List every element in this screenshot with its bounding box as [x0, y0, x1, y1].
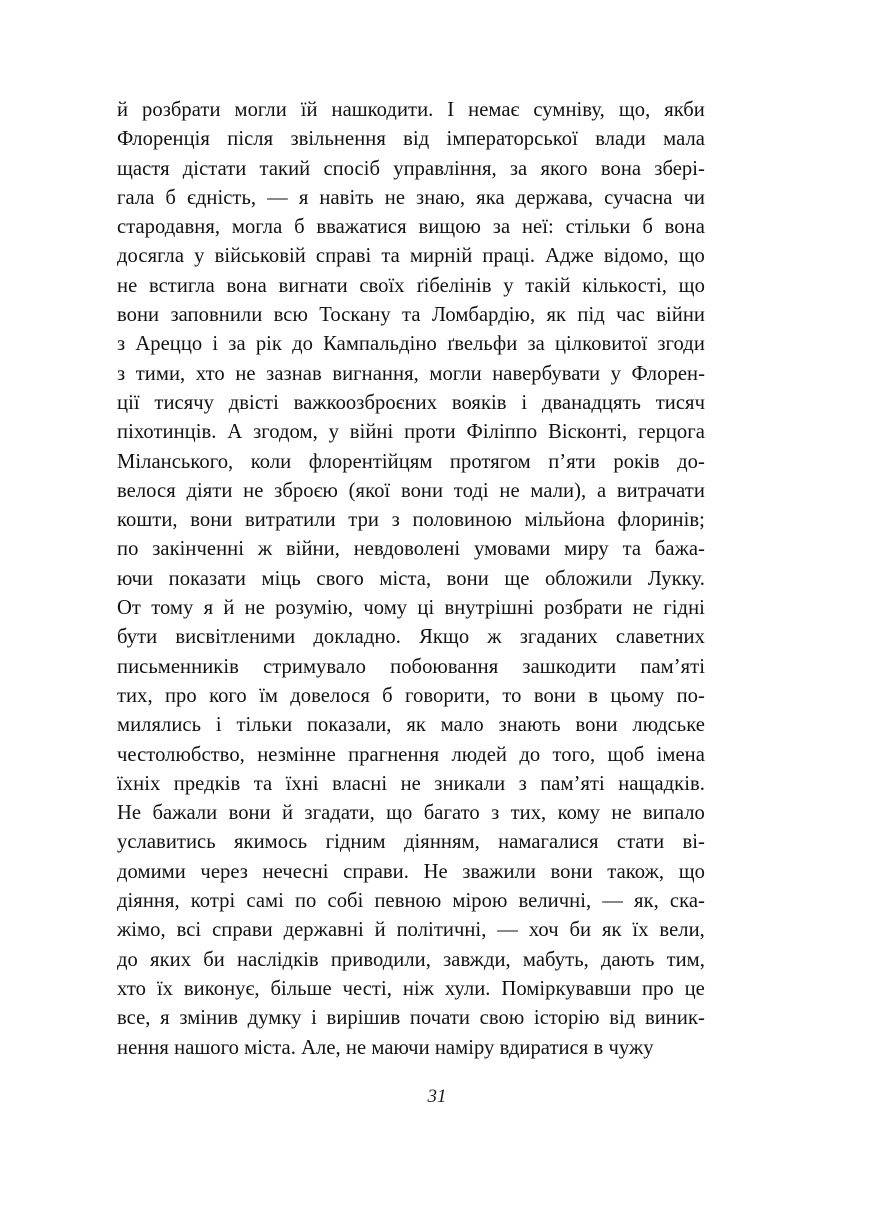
text-line: з тими, хто не зазнав вигнання, могли навербувати у Флорен-: [117, 362, 705, 385]
body-text: [117, 96, 705, 1063]
text-line: милялись і тільки показали, як мало знають вони людське: [117, 714, 705, 737]
text-line: Не бажали вони й згадати, що багато з тих, кому не випало: [117, 802, 705, 825]
text-line: з Ареццо і за рік до Кампальдіно ґвельфи за цілковитої згоди: [117, 333, 705, 356]
text-line: їхніх предків та їхні власні не зникали з пам’яті нащадків.: [117, 772, 705, 795]
text-line: досягла у військовій справі та мирній праці. Адже відомо, що: [117, 245, 705, 268]
page-number: 31: [427, 1086, 447, 1107]
text-line: ючи показати міць свого міста, вони ще обложили Лукку.: [117, 567, 705, 590]
text-line: по закінченні ж війни, невдоволені умовами миру та бажа-: [117, 538, 705, 561]
text-line: все, я змінив думку і вирішив почати свою історію від виник-: [117, 1007, 705, 1030]
text-line: велося діяти не зброєю (якої вони тоді не мали), а витрачати: [117, 479, 705, 502]
text-line: Міланського, коли флорентійцям протягом п’яти років до-: [117, 450, 705, 473]
text-line: кошти, вони витратили три з половиною мільйона флоринів;: [117, 509, 705, 532]
text-line: честолюбство, незмінне прагнення людей до того, щоб імена: [117, 743, 705, 766]
text-line: ції тисячу двісті важкоозброєних вояків і дванадцять тисяч: [117, 391, 705, 414]
text-line: до яких би наслідків приводили, завжди, мабуть, дають тим,: [117, 948, 705, 971]
text-line: Флоренція після звільнення від імператорської влади мала: [117, 128, 705, 151]
text-line: жімо, всі справи державні й політичні, — хоч би як їх вели,: [117, 919, 705, 942]
text-line: бути висвітленими докладно. Якщо ж згаданих славетних: [117, 626, 705, 649]
text-line: хто їх виконує, більше честі, ніж хули. Поміркувавши про це: [117, 977, 705, 1000]
text-line: стародавня, могла б вважатися вищою за неї: стільки б вона: [117, 216, 705, 239]
text-line: діяння, котрі самі по собі певною мірою величні, — як, ска-: [117, 890, 705, 913]
text-line: піхотинців. А згодом, у війні проти Філіппо Вісконті, герцога: [117, 421, 705, 444]
text-line: щастя дістати такий спосіб управління, за якого вона зберi-: [117, 157, 705, 180]
text-line: домими через нечесні справи. Не зважили вони також, що: [117, 860, 705, 883]
text-line: От тому я й не розумію, чому ці внутрішні розбрати не гідні: [117, 597, 705, 620]
text-line: уславитись якимось гідним діянням, намагалися стати ві-: [117, 831, 705, 854]
text-line: гала б єдність, — я навіть не знаю, яка держава, сучасна чи: [117, 186, 705, 209]
text-line: нення нашого міста. Але, не маючи наміру вдиратися в чужу: [117, 1036, 654, 1059]
text-line: вони заповнили всю Тоскану та Ломбардію, як під час війни: [117, 304, 705, 327]
text-line: тих, про кого їм довелося б говорити, то вони в цьому по-: [117, 684, 705, 707]
text-line: й розбрати могли їй нашкодити. І немає сумніву, що, якби: [117, 99, 705, 121]
text-line: не встигла вона вигнати своїх ґібелінів у такій кількості, що: [117, 274, 705, 297]
text-line: письменників стримувало побоювання зашкодити пам’яті: [117, 655, 705, 678]
